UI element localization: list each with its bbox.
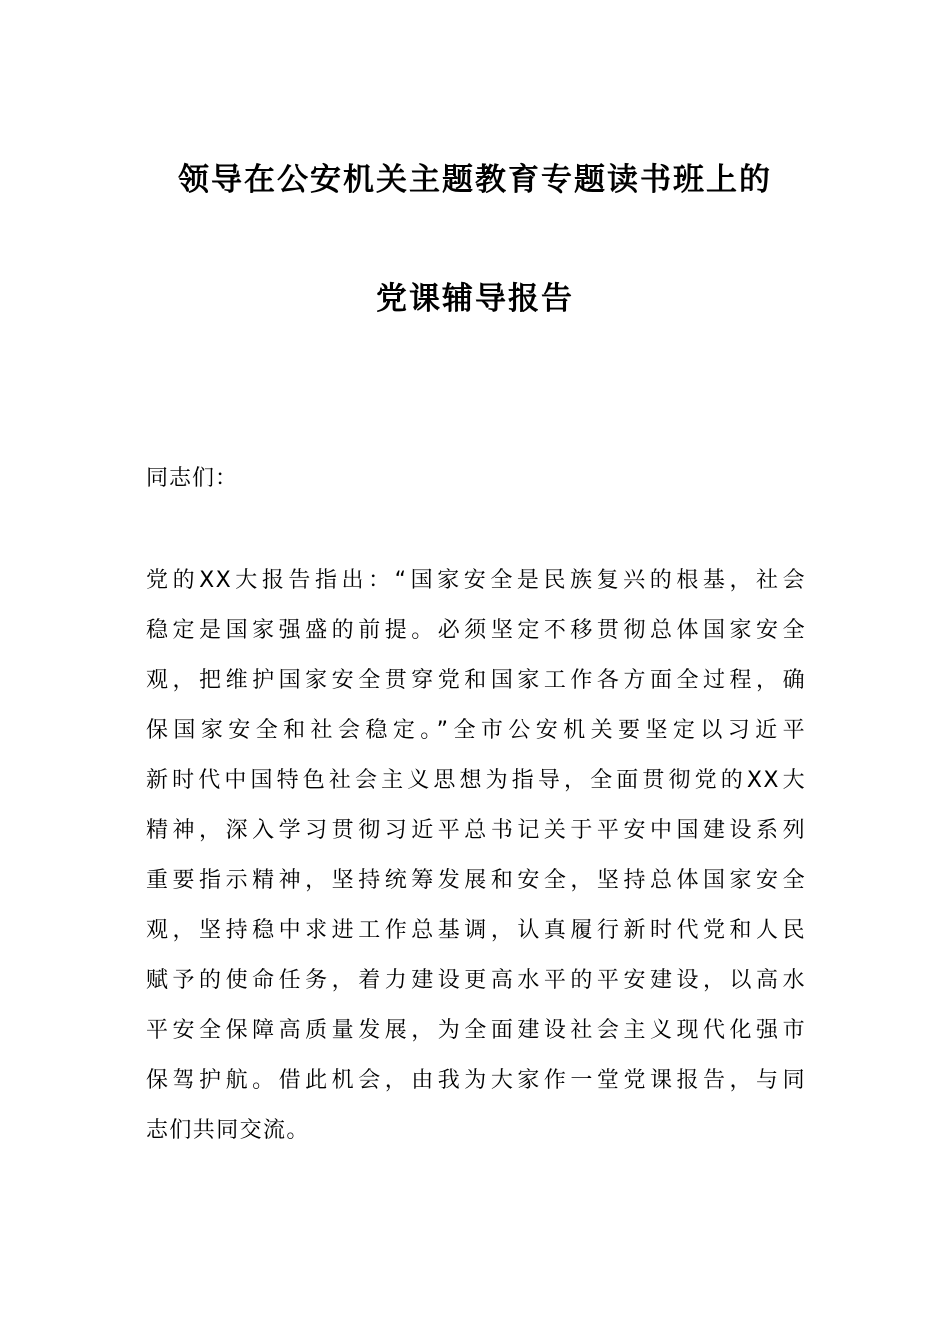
paragraph-line: 赋予的使命任务，着力建设更高水平的平安建设，以高水 xyxy=(146,968,806,993)
paragraph-line: 重要指示精神，坚持统筹发展和安全，坚持总体国家安全 xyxy=(146,868,806,893)
paragraph-line: 观，把维护国家安全贯穿党和国家工作各方面全过程，确 xyxy=(146,668,806,693)
paragraph-line: 平安全保障高质量发展，为全面建设社会主义现代化强市 xyxy=(146,1018,806,1043)
paragraph-line: 党的XX大报告指出：“国家安全是民族复兴的根基，社会 xyxy=(146,568,806,593)
document-title-line-2: 党课辅导报告 xyxy=(376,281,574,317)
document-title-line-1: 领导在公安机关主题教育专题读书班上的 xyxy=(178,162,772,198)
paragraph-line: 精神，深入学习贯彻习近平总书记关于平安中国建设系列 xyxy=(146,818,806,843)
greeting: 同志们： xyxy=(146,466,239,491)
paragraph-line: 志们共同交流。 xyxy=(146,1118,310,1143)
paragraph-line: 稳定是国家强盛的前提。必须坚定不移贯彻总体国家安全 xyxy=(146,618,806,643)
paragraph-line: 新时代中国特色社会主义思想为指导，全面贯彻党的XX大 xyxy=(146,768,806,793)
paragraph-line: 观，坚持稳中求进工作总基调，认真履行新时代党和人民 xyxy=(146,918,806,943)
paragraph-line: 保驾护航。借此机会，由我为大家作一堂党课报告，与同 xyxy=(146,1068,806,1093)
body-paragraph xyxy=(146,561,806,1161)
paragraph-line: 保国家安全和社会稳定。”全市公安机关要坚定以习近平 xyxy=(146,718,806,743)
